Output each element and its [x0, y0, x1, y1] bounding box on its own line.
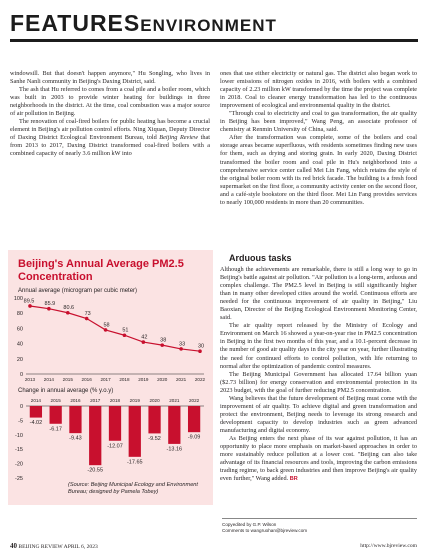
- data-label: 73: [84, 311, 91, 318]
- line-chart-label: Annual average (microgram per cubic meter): [18, 288, 138, 294]
- y-tick-label: 0: [19, 372, 23, 378]
- data-point: [142, 340, 146, 344]
- data-label: -12.07: [107, 443, 123, 450]
- bar: [109, 406, 121, 441]
- header-rule: [10, 39, 418, 42]
- x-tick-label: 2021: [169, 398, 180, 403]
- bar: [30, 406, 42, 418]
- x-tick-label: 2017: [100, 377, 111, 382]
- y-tick-label: -25: [15, 476, 23, 482]
- series-line: [30, 306, 200, 351]
- data-point: [104, 328, 108, 332]
- paragraph: Wang believes that the future development of Beijing must come with the improvement of air quality. To achieve digital and green transformation and protect the environment, Beijing needs to leverage its strong research and development capacity to develop industries such as green advanced manufacturing and digital economy.: [220, 394, 417, 434]
- x-tick-label: 2015: [62, 377, 73, 382]
- x-tick-label: 2020: [157, 377, 168, 382]
- data-point: [66, 311, 70, 315]
- x-tick-label: 2019: [138, 377, 149, 382]
- paragraph: The air quality report released by the Ministry of Ecology and Environment on March 16 showed a year-on-year rise in PM2.5 concentration in Beijing in the first two months of this year, and a 10.1-percent decrease in the number of good air quality days in the city year on year, further illustrating the need for continued efforts to control pollution, with life returning to normal after the optimization of pandemic control measures.: [220, 322, 417, 370]
- section-title: [10, 10, 277, 37]
- section-label: FEATURES: [10, 10, 141, 36]
- publication-name: Beijing Review: [159, 134, 199, 142]
- data-label: 38: [160, 337, 167, 344]
- data-label: 89.5: [23, 298, 35, 305]
- left-column: [10, 70, 210, 159]
- y-tick-label: -10: [15, 432, 23, 439]
- y-tick-label: 80: [16, 311, 23, 318]
- data-label: -9.09: [187, 434, 201, 441]
- paragraph: As Beijing enters the next phase of its war against pollution, it has an opportunity to place more emphasis on market-based approaches in order to more sustainably reduce pollution at a lower cost. "Beijing can also take advantage of its financial resources and tools, improving the carbon emissions trading regime, to back green industries and then improve Beijing's air quality even further," Wang added. BR: [220, 434, 417, 483]
- data-label: -17.65: [126, 459, 143, 466]
- bar: [148, 406, 160, 433]
- paragraph: After the transformation was complete, some of the boilers and coal storage areas became superfluous, with residents sometimes finding new uses for them, such as drying and storing grain. In early 2020, Daxing District transformed the boiler room and coal pile in Hu's neighborhood into a comprehensive service center called Mei Lin Fang, which retains the style of the original boiler room with its red brick facade. The building is a fresh food supermarket on the first floor, a community activity center on the second floor, and a café-style bookstore on the third floor. Mei Lin Fang provides services to nearly 100,000 residents in more than 20 communities.: [220, 134, 418, 206]
- subhead: Arduous tasks: [229, 253, 292, 263]
- bar: [188, 406, 200, 432]
- data-point: [123, 333, 127, 337]
- data-label: -20.55: [87, 467, 104, 474]
- chart-box: [8, 250, 213, 505]
- data-label: -9.43: [69, 435, 82, 442]
- bar: [89, 406, 101, 465]
- data-label: 51: [122, 327, 129, 334]
- right-column-top: [220, 70, 417, 207]
- bar: [168, 406, 180, 444]
- page-number: 40: [10, 542, 17, 550]
- x-tick-label: 2021: [175, 377, 187, 382]
- y-tick-label: 20: [16, 356, 23, 363]
- subsection-label: ENVIRONMENT: [140, 16, 277, 35]
- data-label: -9.52: [148, 435, 161, 442]
- data-label: 42: [141, 334, 148, 341]
- x-tick-label: 2018: [119, 377, 130, 382]
- x-tick-label: 2016: [70, 398, 81, 403]
- paragraph: ones that use either electricity or natural gas. The district also began work to lower emissions of nitrogen oxides in 2016, with boilers with a combined capacity of 2.23 million kW transformed by the time the project was complete in 2018. Coal to cleaner energy transformation has led to the continuous improvement of ecological and environmental quality in the district.: [220, 70, 417, 110]
- x-tick-label: 2016: [81, 377, 92, 382]
- x-tick-label: 2020: [149, 398, 160, 403]
- paragraph: Although the achievements are remarkable, there is still a long way to go in Beijing's battle against air pollution. "Air pollution is a long-term, arduous and complex challenge. The PM2.5 level in Beijing is still significantly higher than in many other developed cities around the world. Continuous efforts are needed for the continuous improvement of air quality in Beijing," Liu Baoxian, Director of the Beijing Ecological Environment Monitoring Center, said.: [220, 266, 417, 322]
- data-point: [198, 349, 202, 353]
- bar-chart: [8, 394, 213, 486]
- y-tick-label: 60: [16, 326, 23, 333]
- bar-chart-label: Change in annual average (% y.o.y): [18, 388, 114, 394]
- data-point: [160, 343, 164, 347]
- data-label: -13.16: [166, 446, 183, 453]
- y-tick-label: -15: [15, 447, 23, 454]
- data-point: [47, 307, 51, 311]
- issue-info: BEIJING REVIEW APRIL 6, 2023: [18, 544, 98, 550]
- data-label: 30: [197, 343, 205, 350]
- chart-source: (Source: Beijing Municipal Ecology and Environment Bureau; designed by Pamela Tobey): [68, 482, 198, 495]
- y-tick-label: 0: [19, 404, 23, 410]
- line-chart: [8, 294, 213, 386]
- bar: [50, 406, 62, 424]
- x-tick-label: 2018: [109, 398, 121, 403]
- right-column-bottom: [220, 252, 417, 483]
- x-tick-label: 2013: [24, 377, 36, 382]
- chart-title: Beijing's Annual Average PM2.5 Concentration: [18, 258, 184, 283]
- footer-url: http://www.bjreview.com: [360, 543, 417, 549]
- y-tick-label: 100: [13, 296, 23, 302]
- data-label: 80.6: [63, 305, 75, 312]
- x-tick-label: 2022: [194, 377, 206, 382]
- data-point: [85, 317, 89, 321]
- bar: [129, 406, 141, 457]
- credits: [222, 518, 417, 534]
- paragraph: The Beijing Municipal Government has allocated 17.64 billion yuan ($2.73 billion) for energy conservation and environmental protection in its 2023 budget, with the goal of further reducing PM2.5 concentration.: [220, 370, 417, 394]
- data-label: -4.02: [29, 420, 43, 427]
- data-point: [28, 304, 32, 308]
- bar: [69, 406, 81, 433]
- data-label: 85.9: [44, 301, 56, 308]
- x-tick-label: 2015: [50, 398, 61, 403]
- paragraph: "Through coal to electricity and coal to gas transformation, the air quality in Beijing has been improved," Wang Peng, an associate professor of chemistry at Renmin University of China, said.: [220, 110, 417, 134]
- paragraph: windowsill. But that doesn't happen anymore," Hu Songling, who lives in Sanhe Nanli community in Beijing's Daxing District, said.: [10, 70, 210, 86]
- data-label: -6.17: [49, 426, 62, 433]
- data-point: [179, 347, 183, 351]
- page-header: [10, 6, 418, 44]
- comments-contact: Comments to wangruohan@bjreview.com: [222, 528, 308, 533]
- x-tick-label: 2017: [90, 398, 101, 403]
- x-tick-label: 2014: [43, 377, 55, 382]
- y-tick-label: -5: [18, 418, 23, 425]
- paragraph: The ash that Hu referred to comes from a coal pile and a boiler room, which was built in 2003 to provide winter heating for buildings in three neighborhoods in the district. At the time, coal combustion was a major source of air pollution in Beijing.: [10, 86, 210, 118]
- paragraph: The renovation of coal-fired boilers for public heating has become a crucial element in Beijing's air pollution control efforts. Ning Xiquan, Deputy Director of Daxing District Ecological Environment Bureau, told Beijing Review that from 2013 to 2017, Daxing District transformed coal-fired boilers with a combined capacity of nearly 3.6 million kW into: [10, 118, 210, 158]
- data-label: 58: [103, 322, 110, 329]
- data-label: 33: [179, 341, 186, 348]
- y-tick-label: -20: [15, 461, 23, 468]
- y-tick-label: 40: [16, 341, 23, 348]
- copyedit-credit: Copyedited by G.P. Wilson: [222, 522, 277, 527]
- x-tick-label: 2019: [129, 398, 140, 403]
- page-footer: [10, 542, 98, 550]
- end-mark: BR: [289, 476, 298, 483]
- x-tick-label: 2022: [188, 398, 200, 403]
- x-tick-label: 2014: [30, 398, 42, 403]
